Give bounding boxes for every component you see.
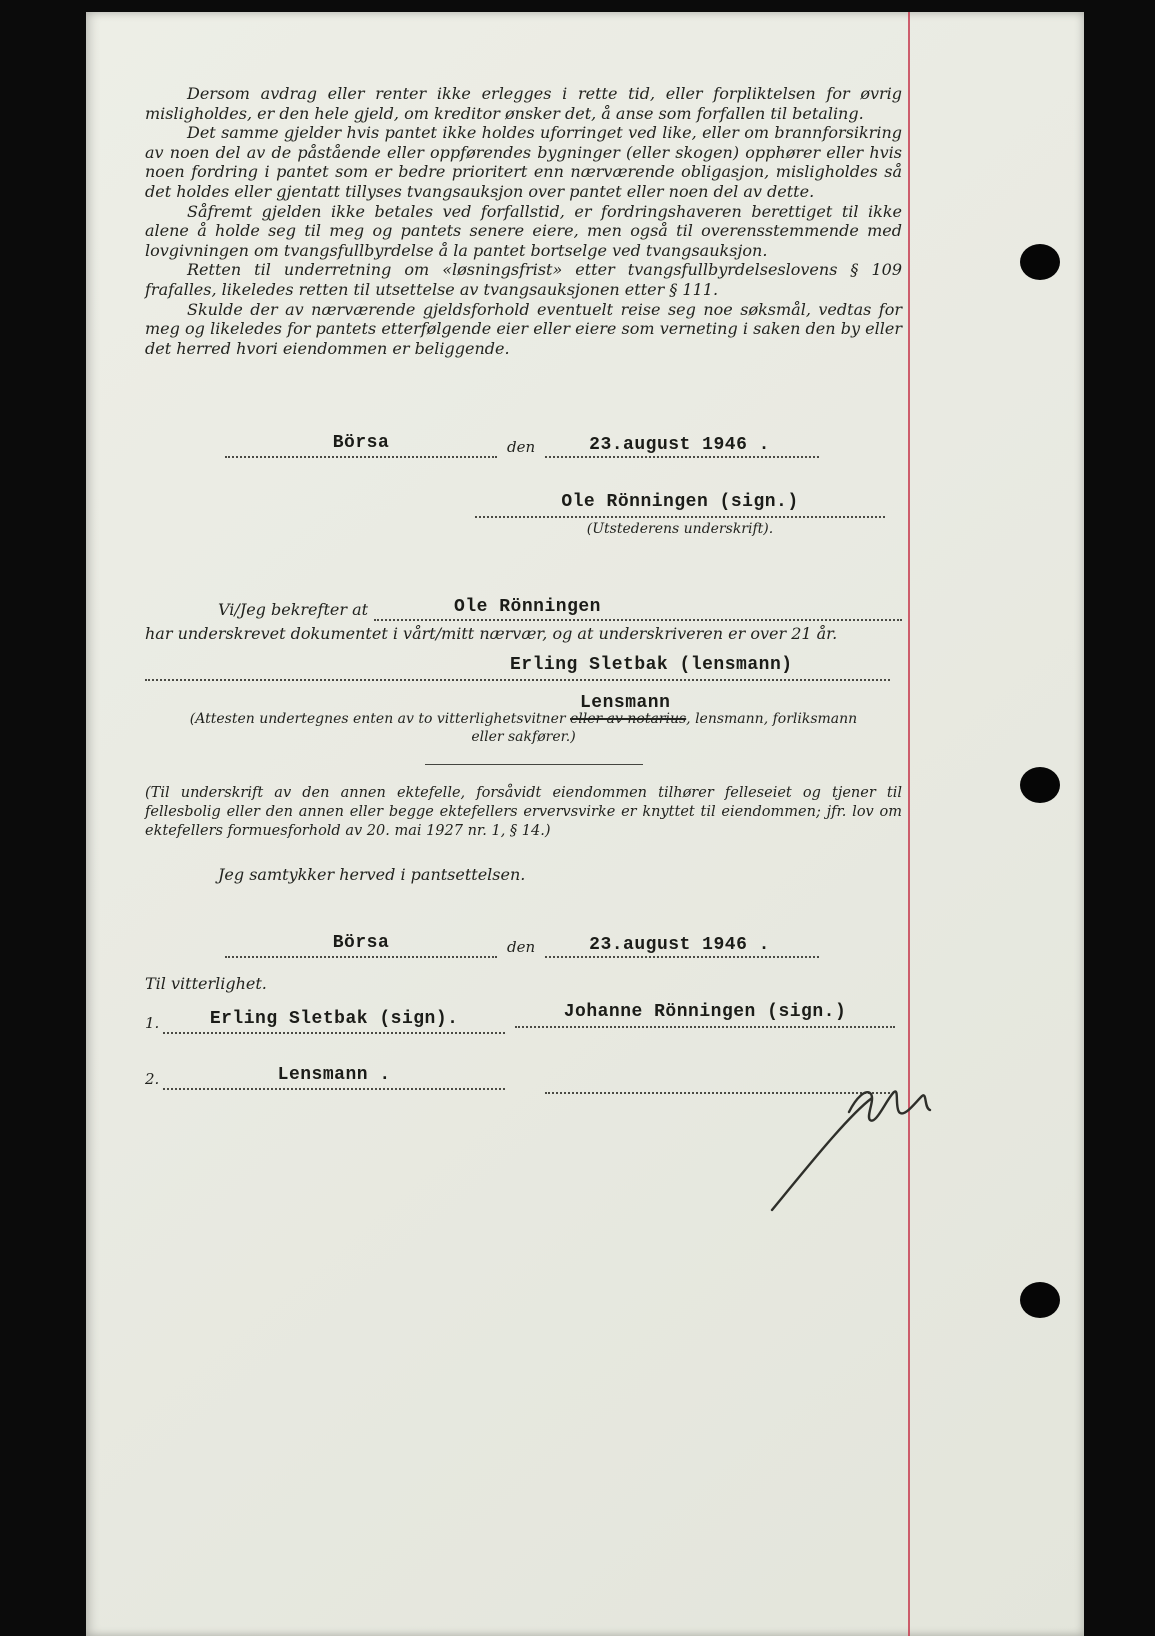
issuer-signature-caption: (Utstederens underskrift). bbox=[586, 521, 774, 537]
typed-place: Börsa bbox=[332, 933, 390, 953]
terms-paragraph: Såfremt gjelden ikke betales ved forfallstid, er fordringshaveren berettiget til ikke alene å holde seg til meg og pantets senere eiere, men også til overensstemmende med lovgivningen om tvangsfullbyrdelse å la pantet bortselge ved tvangsauksjon. bbox=[145, 201, 902, 260]
document-page bbox=[86, 12, 1084, 1636]
punch-hole bbox=[1020, 1282, 1060, 1318]
attest-note-line-2: eller sakfører.) bbox=[471, 729, 576, 745]
typed-witness-name-1: Erling Sletbak (sign). bbox=[209, 1009, 459, 1029]
witness-number-2: 2. bbox=[145, 1070, 160, 1088]
typed-date: 23.august 1946 . bbox=[589, 935, 770, 955]
terms-paragraph: Det samme gjelder hvis pantet ikke holdes uforringet ved like, eller om brannforsikring av noen del av de påstående eller oppførendes bygninger (eller skogen) opphører eller hvis noen fordring i pantet som er bedre prioritert enn nærværende obligasjon, misligholdes så det holdes eller gjentatt tillyses tvangsauksjon over pantet eller noen del av dette. bbox=[145, 123, 902, 201]
section-divider-line bbox=[425, 764, 643, 765]
date-dotted-line bbox=[545, 432, 819, 458]
punch-hole bbox=[1020, 244, 1060, 280]
handwritten-signature-mark bbox=[754, 1070, 974, 1220]
red-margin-line bbox=[908, 12, 910, 1636]
terms-paragraph: Retten til underretning om «løsningsfrist» etter tvangsfullbyrdelseslovens § 109 frafalles, likeledes retten til utsettelse av tvangsauksjonen etter § 111. bbox=[145, 260, 902, 299]
witness-heading: Til vitterlighet. bbox=[145, 974, 267, 993]
typed-lensmann-title: Lensmann bbox=[580, 693, 671, 713]
place-dotted-line bbox=[225, 430, 497, 458]
terms-paragraph: Skulde der av nærværende gjeldsforhold eventuelt reise seg noe søksmål, vedtas for meg og likeledes for pantets etterfølgende eier eller eiere som verneting i saken den by eller det herred hvori eiendommen er beliggende. bbox=[145, 299, 902, 358]
attest-note-struck-text: eller av notarius bbox=[570, 711, 687, 727]
consent-statement: Jeg samtykker herved i pantsettelsen. bbox=[218, 865, 526, 884]
place-date-line-1 bbox=[225, 430, 819, 458]
spouse-consent-note: (Til underskrift av den annen ektefelle, forsåvidt eiendommen tilhører felleseiet og tjener til fellesbolig eller den annen eller begge ektefellers ervervsvirke er knyttet til eiendommen; jfr. lov om ektefellers formuesforhold av 20. mai 1927 nr. 1, § 14.) bbox=[145, 785, 902, 839]
terms-paragraph: Dersom avdrag eller renter ikke erlegges i rette tid, eller forpliktelsen for øvrig misligholdes, er den hele gjeld, om kreditor ønsker det, å anse som forfallen til betaling. bbox=[145, 84, 902, 123]
confirmation-block bbox=[145, 595, 902, 643]
place-dotted-line bbox=[225, 930, 497, 958]
confirmation-line-1 bbox=[145, 595, 902, 621]
den-label: den bbox=[507, 438, 536, 456]
attestor-dotted-line bbox=[145, 655, 890, 681]
punch-hole bbox=[1020, 767, 1060, 803]
den-label: den bbox=[507, 938, 536, 956]
issuer-signature-block bbox=[475, 492, 885, 537]
attest-note-part1: (Attesten undertegnes enten av to vitterlighetsvitner bbox=[189, 711, 570, 727]
attestor-signature-name: Erling Sletbak (lensmann) bbox=[510, 655, 793, 675]
typed-witness-name-2: Lensmann . bbox=[277, 1065, 391, 1085]
date-dotted-line bbox=[545, 932, 819, 958]
confirmation-dotted-line bbox=[374, 595, 902, 621]
typed-confirmed-name: Ole Rönningen bbox=[454, 597, 601, 617]
witness-row-2 bbox=[145, 1062, 505, 1090]
witness-dotted-line-2 bbox=[163, 1062, 505, 1090]
typed-date: 23.august 1946 . bbox=[589, 435, 770, 455]
attestor-signature-block bbox=[145, 655, 890, 681]
issuer-signature-name: Ole Rönningen (sign.) bbox=[475, 492, 885, 518]
witness-dotted-line-1 bbox=[163, 1006, 505, 1034]
attest-note-part2: , lensmann, forliksmann bbox=[686, 711, 858, 727]
confirmation-line-2: har underskrevet dokumentet i vårt/mitt nærvær, og at underskriveren er over 21 år. bbox=[145, 624, 838, 643]
attest-note bbox=[145, 710, 902, 746]
typed-place: Börsa bbox=[332, 433, 390, 453]
witness-row-1 bbox=[145, 1006, 505, 1034]
attest-note-line-1 bbox=[145, 710, 902, 728]
terms-paragraphs bbox=[145, 84, 902, 358]
confirmation-prefix: Vi/Jeg bekrefter at bbox=[218, 600, 369, 619]
witness-number-1: 1. bbox=[145, 1014, 160, 1032]
spouse-signature-block bbox=[515, 1002, 895, 1028]
spouse-signature-name: Johanne Rönningen (sign.) bbox=[515, 1002, 895, 1028]
place-date-line-2 bbox=[225, 930, 819, 958]
